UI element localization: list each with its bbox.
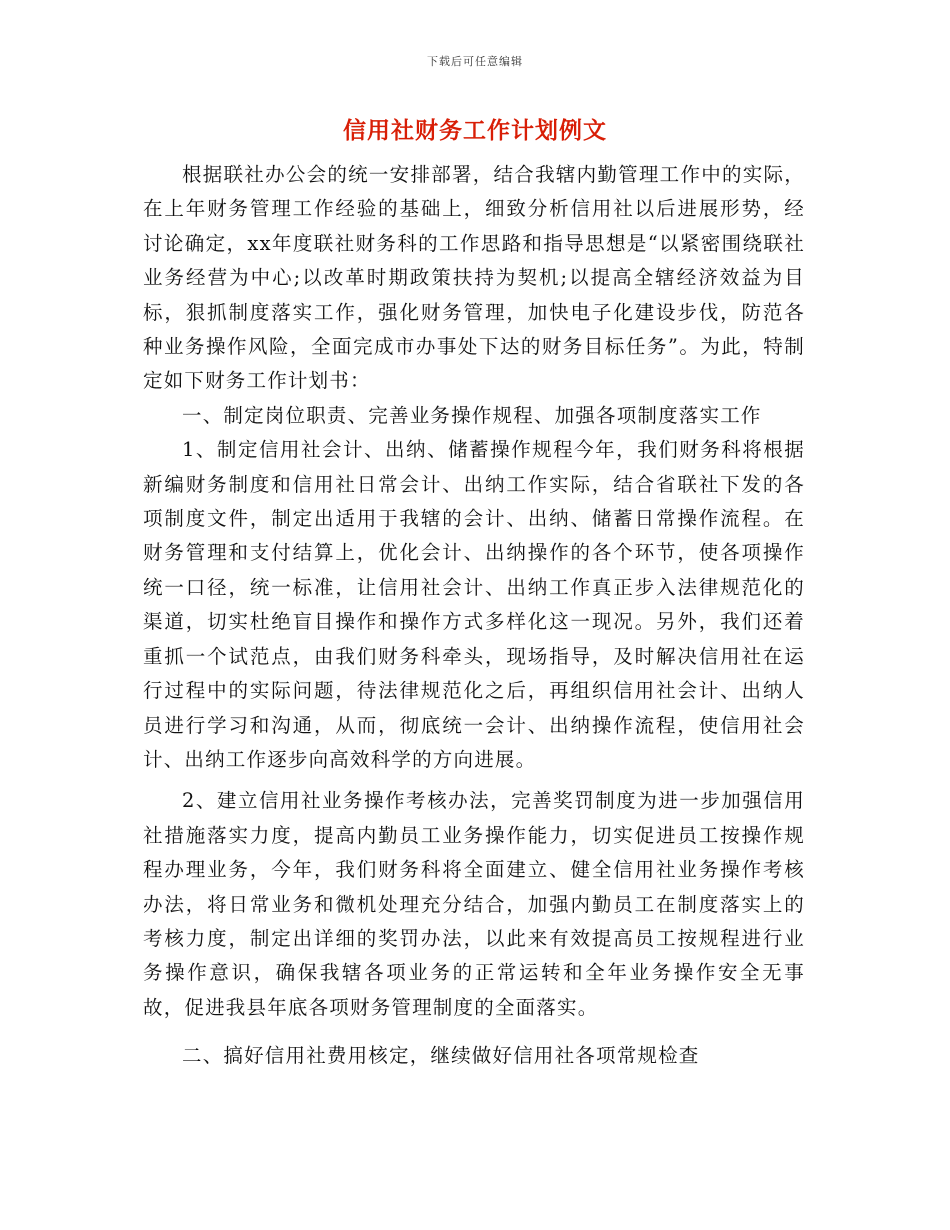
document-body	[143, 158, 805, 1074]
section-heading-1: 一、制定岗位职责、完善业务操作规程、加强各项制度落实工作	[182, 403, 762, 427]
intro-paragraph: 根据联社办公会的统一安排部署，结合我辖内勤管理工作中的实际，在上年财务管理工作经验的基础上，细致分析信用社以后进展形势，经讨论确定，xx年度联社财务科的工作思路和指导思想是“以紧密围绕联社业务经营为中心;以改革时期政策扶持为契机;以提高全辖经济效益为目标，狠抓制度落实工作，强化财务管理，加快电子化建设步伐，防范各种业务操作风险，全面完成市办事处下达的财务目标任务”。为此，特制定如下财务工作计划书：	[143, 163, 805, 393]
document-title: 信用社财务工作计划例文	[343, 117, 607, 144]
subsection-paragraph-2: 2、建立信用社业务操作考核办法，完善奖罚制度为进一步加强信用社措施落实力度，提高内勤员工业务操作能力，切实促进员工按操作规程办理业务，今年，我们财务科将全面建立、健全信用社业务操作考核办法，将日常业务和微机处理充分结合，加强内勤员工在制度落实上的考核力度，制定出详细的奖罚办法，以此来有效提高员工按规程进行业务操作意识，确保我辖各项业务的正常运转和全年业务操作安全无事故，促进我县年底各项财务管理制度的全面落实。	[143, 789, 805, 1019]
header-note: 下载后可任意编辑	[427, 55, 523, 68]
section-heading-2: 二、搞好信用社费用核定，继续做好信用社各项常规检查	[182, 1044, 700, 1068]
subsection-paragraph-1: 1、制定信用社会计、出纳、储蓄操作规程今年，我们财务科将根据新编财务制度和信用社日常会计、出纳工作实际，结合省联社下发的各项制度文件，制定出适用于我辖的会计、出纳、储蓄日常操作流程。在财务管理和支付结算上，优化会计、出纳操作的各个环节，使各项操作统一口径，统一标准，让信用社会计、出纳工作真正步入法律规范化的渠道，切实杜绝盲目操作和操作方式多样化这一现况。另外，我们还着重抓一个试范点，由我们财务科牵头，现场指导，及时解决信用社在运行过程中的实际问题，待法律规范化之后，再组织信用社会计、出纳人员进行学习和沟通，从而，彻底统一会计、出纳操作流程，使信用社会计、出纳工作逐步向高效科学的方向进展。	[143, 438, 805, 771]
